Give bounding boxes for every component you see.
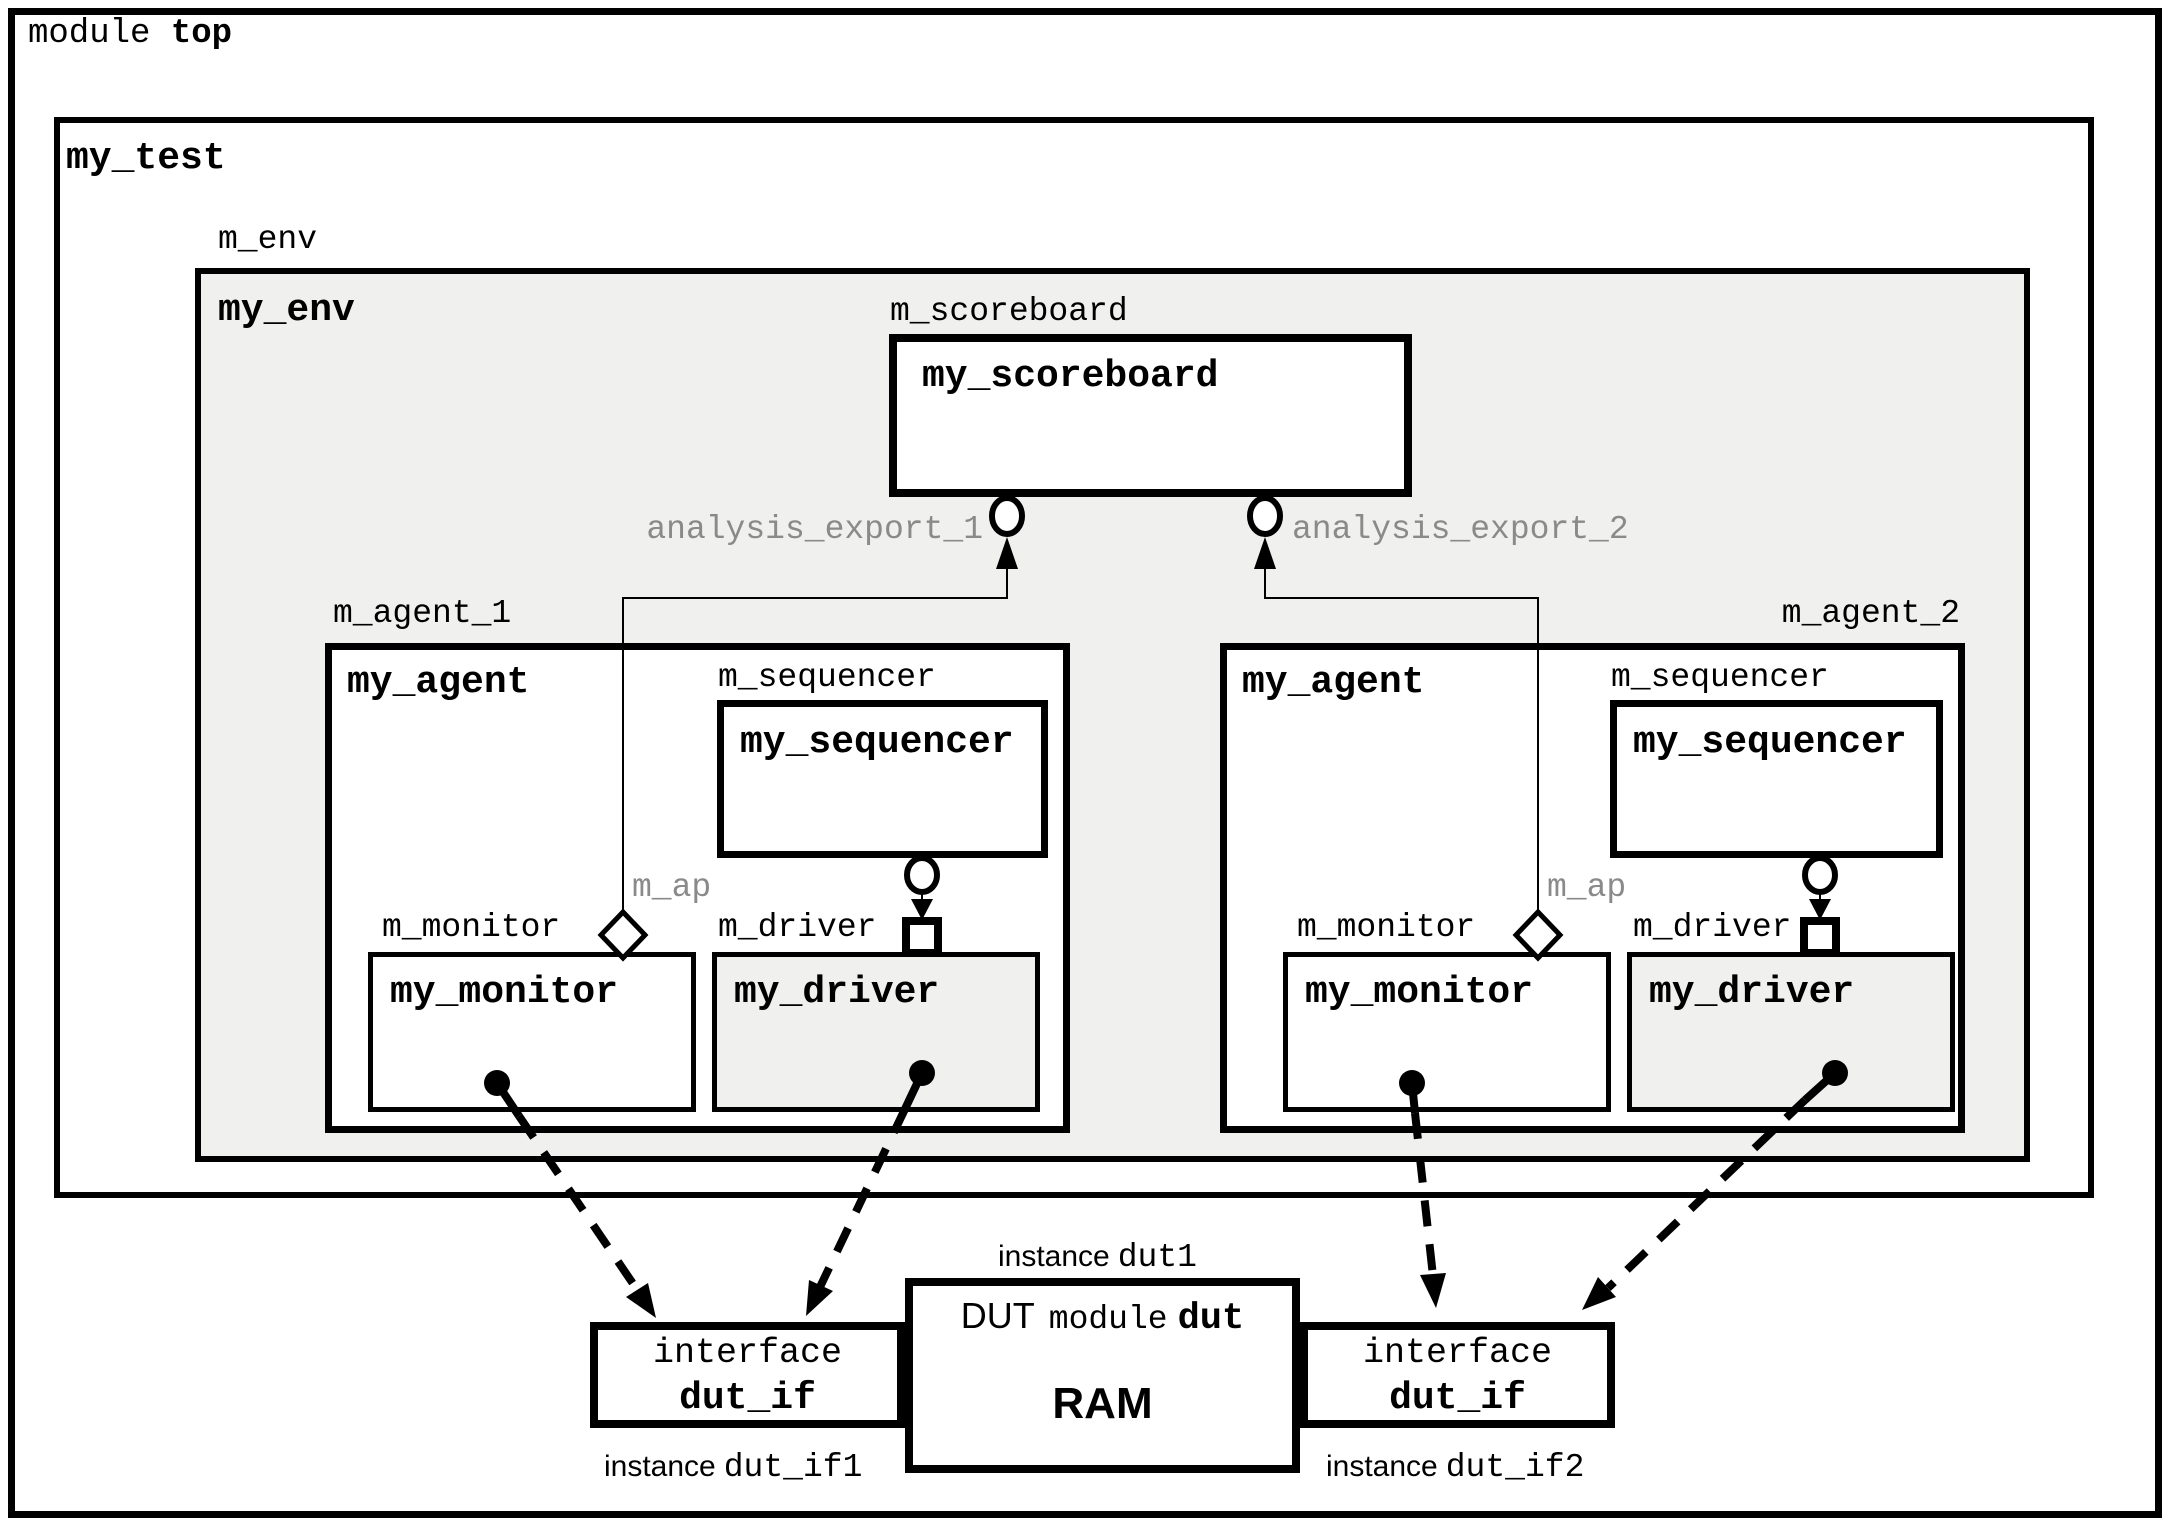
instance-keyword: instance [604, 1450, 716, 1483]
module-name: top [170, 15, 233, 53]
my-env-label: my_env [218, 289, 355, 332]
my-scoreboard-label: my_scoreboard [922, 355, 1219, 398]
dut-title-label [905, 1296, 1300, 1340]
module-top-label [28, 16, 232, 53]
dut-if1-instance-name: dut_if1 [723, 1449, 863, 1486]
sequencer2-instance-label: m_sequencer [1611, 659, 1829, 696]
monitor2-instance-label: m_monitor [1297, 909, 1476, 946]
monitor1-class-label: my_monitor [390, 971, 619, 1014]
instance-dut1-label [998, 1240, 1197, 1276]
m-agent-1-label: m_agent_1 [333, 595, 512, 632]
sequencer1-instance-label: m_sequencer [718, 659, 936, 696]
instance-keyword: instance [1326, 1450, 1438, 1483]
agent1-class-label: my_agent [347, 661, 530, 704]
module-keyword: module [28, 15, 151, 53]
monitor1-instance-label: m_monitor [382, 909, 561, 946]
driver2-instance-label: m_driver [1633, 909, 1792, 946]
interface2-keyword-label: interface [1362, 1333, 1553, 1373]
m-agent-2-label: m_agent_2 [1781, 595, 1960, 632]
m-env-label: m_env [218, 221, 318, 258]
interface1-name-label: dut_if [679, 1377, 816, 1420]
agent2-class-label: my_agent [1242, 661, 1425, 704]
dut-if2-instance-name: dut_if2 [1445, 1449, 1585, 1486]
instance-dut-if2-label [1326, 1450, 1584, 1486]
driver2-class-label: my_driver [1649, 971, 1855, 1014]
agent1-m-ap-label: m_ap [632, 869, 712, 906]
analysis-export-2-label: analysis_export_2 [1292, 511, 1629, 548]
monitor2-class-label: my_monitor [1305, 971, 1534, 1014]
dut1-instance-name: dut1 [1117, 1239, 1197, 1276]
my-test-label: my_test [66, 137, 226, 180]
analysis-export-1-label: analysis_export_1 [646, 511, 983, 548]
driver1-instance-label: m_driver [718, 909, 877, 946]
agent2-m-ap-label: m_ap [1547, 869, 1627, 906]
interface2-name-label: dut_if [1389, 1377, 1526, 1420]
m-scoreboard-label: m_scoreboard [890, 293, 1128, 330]
dut-module-name: dut [1177, 1298, 1245, 1340]
sequencer1-class-label: my_sequencer [740, 721, 1014, 764]
instance-keyword: instance [998, 1240, 1110, 1273]
interface1-keyword-label: interface [652, 1333, 843, 1373]
dut-acronym: DUT [960, 1295, 1035, 1336]
driver1-class-label: my_driver [734, 971, 940, 1014]
sequencer2-class-label: my_sequencer [1633, 721, 1907, 764]
dut-ram-label: RAM [1052, 1379, 1153, 1428]
dut-module-keyword: module [1048, 1301, 1168, 1338]
instance-dut-if1-label [604, 1450, 862, 1486]
